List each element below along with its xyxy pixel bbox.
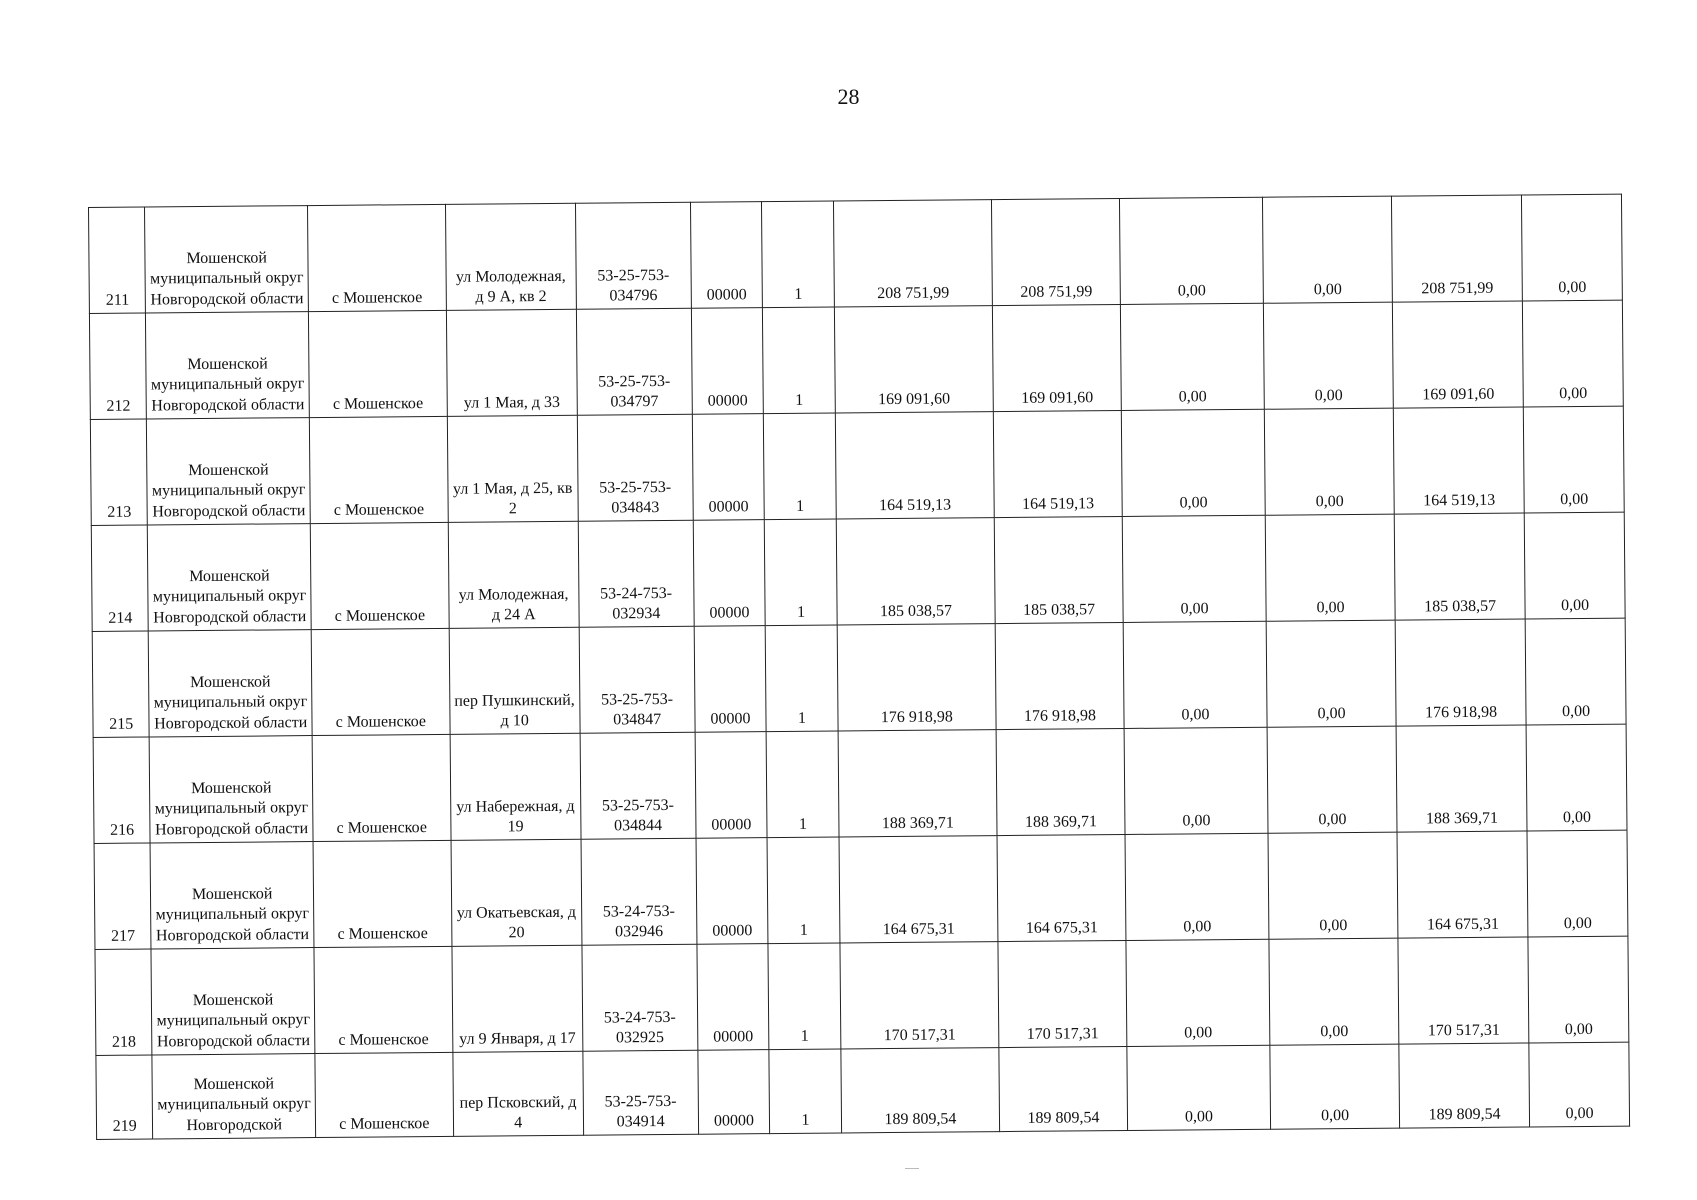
quantity-cell: 1 — [767, 837, 839, 944]
code-cell: 53-25-753-034914 — [583, 1050, 699, 1135]
zero-code-cell: 00000 — [696, 838, 768, 945]
municipality-cell: Мошенской муниципальный округ Новгородской области — [149, 630, 313, 737]
locality-cell: с Мошенское — [314, 946, 453, 1053]
locality-cell: с Мошенское — [307, 204, 446, 311]
amount-cell-5: 185 038,57 — [1394, 513, 1525, 620]
amount-cell-1: 188 369,71 — [838, 730, 997, 837]
quantity-cell: 1 — [765, 625, 837, 732]
code-cell: 53-25-753-034847 — [579, 626, 695, 733]
quantity-cell: 1 — [769, 1049, 841, 1134]
code-cell: 53-24-753-032946 — [581, 838, 697, 945]
quantity-cell: 1 — [764, 413, 836, 520]
amount-cell-3: 0,00 — [1121, 409, 1265, 516]
amount-cell-4: 0,00 — [1268, 832, 1398, 939]
amount-cell-2: 208 751,99 — [992, 198, 1121, 305]
table-row — [92, 618, 1626, 737]
amount-cell-1: 170 517,31 — [840, 942, 999, 1049]
amount-cell-5: 176 918,98 — [1395, 619, 1526, 726]
quantity-cell: 1 — [768, 943, 840, 1050]
zero-code-cell: 00000 — [694, 626, 766, 733]
locality-cell: с Мошенское — [310, 522, 449, 629]
amount-cell-6: 0,00 — [1522, 194, 1623, 301]
amount-cell-1: 164 675,31 — [839, 836, 998, 943]
municipality-cell: Мошенской муниципальный округ Новгородской области — [147, 418, 311, 525]
address-cell: ул Набережная, д 19 — [450, 733, 581, 840]
amount-cell-2: 170 517,31 — [998, 940, 1127, 1047]
amount-cell-6: 0,00 — [1529, 1042, 1630, 1127]
table-row — [90, 406, 1624, 525]
row-number: 213 — [90, 419, 147, 525]
table-row — [95, 936, 1629, 1055]
amount-cell-5: 188 369,71 — [1396, 725, 1527, 832]
amount-cell-5: 189 809,54 — [1399, 1043, 1530, 1128]
code-cell: 53-25-753-034797 — [576, 308, 692, 415]
amount-cell-3: 0,00 — [1122, 515, 1266, 622]
municipality-cell: Мошенской муниципальный округ Новгородской области — [148, 524, 312, 631]
amount-cell-5: 164 675,31 — [1397, 831, 1528, 938]
quantity-cell: 1 — [762, 201, 834, 308]
row-number: 214 — [91, 525, 148, 631]
address-cell: пер Пушкинский, д 10 — [449, 627, 580, 734]
address-cell: ул Молодежная, д 24 А — [448, 521, 579, 628]
table-row — [89, 300, 1623, 419]
amount-cell-4: 0,00 — [1263, 196, 1393, 303]
quantity-cell: 1 — [766, 731, 838, 838]
amount-cell-3: 0,00 — [1123, 621, 1267, 728]
quantity-cell: 1 — [764, 519, 836, 626]
row-number: 211 — [89, 207, 146, 313]
amount-cell-6: 0,00 — [1528, 936, 1629, 1043]
municipality-cell: Мошенской муниципальный округ Новгородской области — [150, 842, 314, 949]
address-cell: пер Псковский, д 4 — [453, 1051, 584, 1136]
locality-cell: с Мошенское — [309, 416, 448, 523]
amount-cell-4: 0,00 — [1269, 938, 1399, 1045]
amount-cell-6: 0,00 — [1527, 830, 1628, 937]
locality-cell: с Мошенское — [311, 628, 450, 735]
scan-artifact — [905, 1168, 919, 1169]
amount-cell-2: 189 809,54 — [999, 1046, 1128, 1131]
locality-cell: с Мошенское — [315, 1052, 453, 1137]
amount-cell-1: 185 038,57 — [836, 518, 995, 625]
amount-cell-3: 0,00 — [1125, 833, 1269, 940]
amount-cell-2: 164 675,31 — [997, 834, 1126, 941]
code-cell: 53-24-753-032925 — [582, 944, 698, 1051]
row-number: 218 — [95, 949, 152, 1055]
row-number: 215 — [92, 631, 149, 737]
zero-code-cell: 00000 — [697, 944, 769, 1051]
table-row — [89, 194, 1623, 313]
amount-cell-4: 0,00 — [1270, 1044, 1400, 1129]
page-number: 28 — [837, 84, 860, 109]
amount-cell-2: 176 918,98 — [995, 622, 1124, 729]
scanned-table-wrapper — [88, 194, 1630, 1140]
amount-cell-1: 208 751,99 — [833, 200, 992, 307]
amount-cell-2: 185 038,57 — [994, 516, 1123, 623]
table-row — [93, 724, 1627, 843]
code-cell: 53-25-753-034843 — [577, 414, 693, 521]
row-number: 219 — [96, 1055, 153, 1139]
amount-cell-1: 176 918,98 — [837, 624, 996, 731]
zero-code-cell: 00000 — [698, 1050, 770, 1135]
address-cell: ул Окатьевская, д 20 — [451, 839, 582, 946]
row-number: 216 — [93, 737, 150, 843]
amount-cell-3: 0,00 — [1120, 303, 1264, 410]
amount-cell-4: 0,00 — [1264, 408, 1394, 515]
quantity-cell: 1 — [763, 307, 835, 414]
municipality-cell: Мошенской муниципальный округ Новгородской области — [151, 948, 315, 1055]
address-cell: ул Молодежная, д 9 А, кв 2 — [445, 203, 576, 310]
amount-cell-2: 169 091,60 — [992, 304, 1121, 411]
code-cell: 53-25-753-034796 — [575, 202, 691, 309]
amount-cell-6: 0,00 — [1523, 300, 1624, 407]
locality-cell: с Мошенское — [312, 734, 451, 841]
amount-cell-6: 0,00 — [1525, 618, 1626, 725]
address-cell: ул 1 Мая, д 33 — [446, 309, 577, 416]
amount-cell-5: 169 091,60 — [1392, 301, 1523, 408]
amount-cell-4: 0,00 — [1263, 302, 1393, 409]
registry-table-body — [89, 194, 1630, 1139]
amount-cell-2: 188 369,71 — [996, 728, 1125, 835]
municipality-cell: Мошенской муниципальный округ Новгородской области — [146, 312, 310, 419]
table-row — [96, 1042, 1630, 1139]
zero-code-cell: 00000 — [695, 732, 767, 839]
amount-cell-3: 0,00 — [1124, 727, 1268, 834]
code-cell: 53-25-753-034844 — [580, 732, 696, 839]
amount-cell-1: 169 091,60 — [834, 306, 993, 413]
locality-cell: с Мошенское — [308, 310, 447, 417]
amount-cell-6: 0,00 — [1524, 512, 1625, 619]
amount-cell-4: 0,00 — [1265, 514, 1395, 621]
row-number: 212 — [89, 313, 146, 419]
table-row — [91, 512, 1625, 631]
zero-code-cell: 00000 — [692, 414, 764, 521]
municipality-cell: Мошенской муниципальный округ Новгородской — [152, 1054, 315, 1139]
amount-cell-2: 164 519,13 — [993, 410, 1122, 517]
amount-cell-3: 0,00 — [1126, 939, 1270, 1046]
amount-cell-3: 0,00 — [1119, 197, 1263, 304]
amount-cell-5: 170 517,31 — [1398, 937, 1529, 1044]
registry-table — [88, 194, 1630, 1140]
zero-code-cell: 00000 — [691, 308, 763, 415]
amount-cell-5: 164 519,13 — [1393, 407, 1524, 514]
code-cell: 53-24-753-032934 — [578, 520, 694, 627]
amount-cell-5: 208 751,99 — [1392, 195, 1523, 302]
zero-code-cell: 00000 — [690, 202, 762, 309]
amount-cell-6: 0,00 — [1523, 406, 1624, 513]
address-cell: ул 1 Мая, д 25, кв 2 — [447, 415, 578, 522]
amount-cell-1: 164 519,13 — [835, 412, 994, 519]
amount-cell-4: 0,00 — [1267, 726, 1397, 833]
municipality-cell: Мошенской муниципальный округ Новгородской области — [150, 736, 314, 843]
municipality-cell: Мошенской муниципальный округ Новгородской области — [145, 206, 309, 313]
amount-cell-1: 189 809,54 — [841, 1048, 1000, 1133]
address-cell: ул 9 Января, д 17 — [452, 945, 583, 1052]
table-row — [94, 830, 1628, 949]
locality-cell: с Мошенское — [313, 840, 452, 947]
zero-code-cell: 00000 — [693, 520, 765, 627]
amount-cell-4: 0,00 — [1266, 620, 1396, 727]
amount-cell-3: 0,00 — [1127, 1045, 1271, 1130]
row-number: 217 — [94, 843, 151, 949]
amount-cell-6: 0,00 — [1526, 724, 1627, 831]
